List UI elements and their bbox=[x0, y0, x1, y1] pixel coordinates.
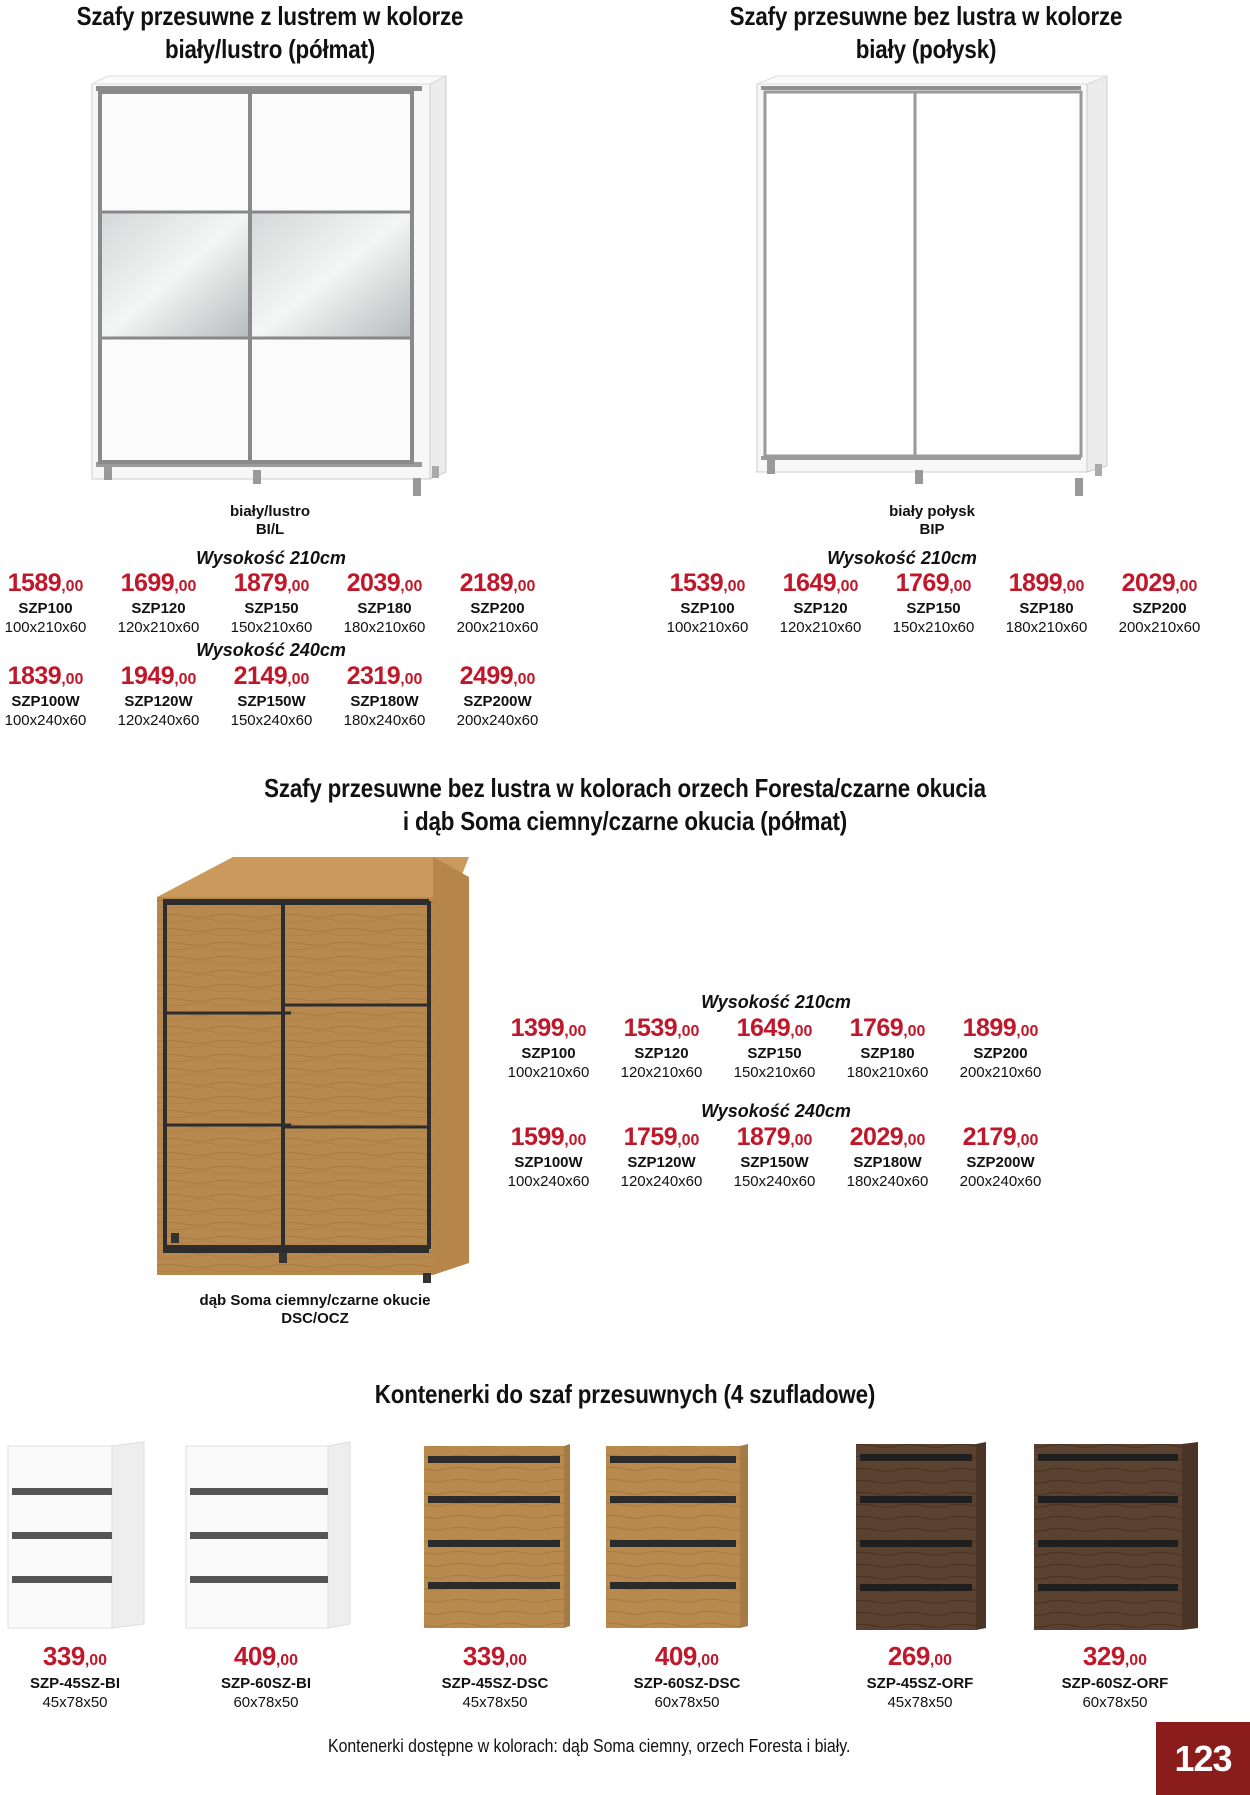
gloss-wardrobes-title bbox=[711, 0, 1141, 66]
price: 339,00 bbox=[462, 1641, 528, 1671]
product-code: SZP150 bbox=[747, 1045, 802, 1062]
dimensions: 180x210x60 bbox=[1005, 619, 1088, 636]
price: 1399,00 bbox=[510, 1014, 587, 1042]
dimensions: 120x210x60 bbox=[779, 619, 862, 636]
chest-white-60 bbox=[186, 1442, 350, 1628]
chest-oak-45 bbox=[424, 1444, 570, 1628]
product-code: SZP200 bbox=[470, 600, 525, 617]
price: 1839,00 bbox=[7, 662, 84, 690]
dimensions: 45x78x50 bbox=[42, 1694, 108, 1711]
price: 2189,00 bbox=[459, 569, 536, 597]
price: 2319,00 bbox=[346, 662, 423, 690]
price-item bbox=[718, 1124, 831, 1191]
price: 1769,00 bbox=[849, 1014, 926, 1042]
product-code: SZP200W bbox=[463, 693, 532, 710]
title-line: i dąb Soma ciemny/czarne okucia (półmat) bbox=[402, 806, 848, 836]
price: 1589,00 bbox=[7, 569, 84, 597]
dimensions: 150x210x60 bbox=[733, 1064, 816, 1081]
product-code: SZP200 bbox=[1132, 600, 1187, 617]
wood-color-caption bbox=[165, 1292, 465, 1328]
product-code: SZP150 bbox=[906, 600, 961, 617]
page-number: 123 bbox=[1156, 1722, 1250, 1795]
product-code: SZP100 bbox=[680, 600, 735, 617]
color-code: BI/L bbox=[255, 521, 285, 538]
price-item bbox=[1103, 570, 1216, 637]
price-item bbox=[492, 1124, 605, 1191]
wood-height-210-label: Wysokość 210cm bbox=[701, 992, 851, 1012]
price: 329,00 bbox=[1082, 1641, 1148, 1671]
product-code: SZP120 bbox=[131, 600, 186, 617]
dimensions: 180x210x60 bbox=[846, 1064, 929, 1081]
dimensions: 60x78x50 bbox=[233, 1694, 299, 1711]
dimensions: 100x210x60 bbox=[666, 619, 749, 636]
price-item bbox=[102, 570, 215, 637]
product-code: SZP120 bbox=[793, 600, 848, 617]
gloss-color-caption bbox=[832, 503, 1032, 539]
dimensions: 150x240x60 bbox=[230, 712, 313, 729]
mirror-height-210-label: Wysokość 210cm bbox=[196, 548, 346, 568]
dimensions: 100x210x60 bbox=[4, 619, 87, 636]
dimensions: 180x240x60 bbox=[343, 712, 426, 729]
dimensions: 150x210x60 bbox=[892, 619, 975, 636]
product-code: SZP-60SZ-DSC bbox=[633, 1675, 741, 1692]
product-code: SZP100W bbox=[514, 1154, 583, 1171]
price: 2149,00 bbox=[233, 662, 310, 690]
price: 2029,00 bbox=[1121, 569, 1198, 597]
dimensions: 200x210x60 bbox=[1118, 619, 1201, 636]
product-code: SZP-45SZ-BI bbox=[29, 1675, 120, 1692]
title-line: Szafy przesuwne bez lustra w kolorze bbox=[729, 1, 1123, 31]
price-item bbox=[764, 570, 877, 637]
product-code: SZP200W bbox=[966, 1154, 1035, 1171]
chest-price-item bbox=[0, 1642, 170, 1712]
price-item bbox=[328, 663, 441, 730]
product-code: SZP120W bbox=[627, 1154, 696, 1171]
chest-price-item bbox=[592, 1642, 782, 1712]
product-code: SZP150W bbox=[740, 1154, 809, 1171]
dimensions: 60x78x50 bbox=[654, 1694, 720, 1711]
mirror-wardrobes-title bbox=[55, 0, 485, 66]
chest-walnut-60 bbox=[1034, 1442, 1198, 1630]
product-code: SZP100 bbox=[18, 600, 73, 617]
price: 269,00 bbox=[887, 1641, 953, 1671]
chest-white-45 bbox=[8, 1442, 144, 1628]
product-code: SZP-60SZ-ORF bbox=[1061, 1675, 1169, 1692]
price: 409,00 bbox=[233, 1641, 299, 1671]
gloss-wardrobe-image bbox=[755, 74, 1115, 504]
price-item bbox=[102, 663, 215, 730]
wood-210-price-grid bbox=[492, 1015, 1057, 1082]
price: 1649,00 bbox=[736, 1014, 813, 1042]
price-item bbox=[441, 570, 554, 637]
dimensions: 200x240x60 bbox=[456, 712, 539, 729]
chests-title: Kontenerki do szaf przesuwnych (4 szufladowe) bbox=[374, 1379, 876, 1409]
price-item bbox=[215, 663, 328, 730]
price-item bbox=[492, 1015, 605, 1082]
price: 1949,00 bbox=[120, 662, 197, 690]
price: 1759,00 bbox=[623, 1123, 700, 1151]
wood-height-240-label: Wysokość 240cm bbox=[701, 1101, 851, 1121]
chests-image-strip bbox=[0, 1440, 1250, 1640]
price: 2179,00 bbox=[962, 1123, 1039, 1151]
dimensions: 200x210x60 bbox=[456, 619, 539, 636]
color-name: biały połysk bbox=[889, 503, 975, 520]
price-item bbox=[441, 663, 554, 730]
product-code: SZP150W bbox=[237, 693, 306, 710]
price: 1879,00 bbox=[233, 569, 310, 597]
chest-oak-60 bbox=[606, 1444, 748, 1628]
color-name: dąb Soma ciemny/czarne okucie bbox=[199, 1292, 431, 1309]
color-code: BIP bbox=[919, 521, 945, 538]
price: 1769,00 bbox=[895, 569, 972, 597]
color-code: DSC/OCZ bbox=[281, 1310, 349, 1327]
chest-walnut-45 bbox=[856, 1442, 986, 1630]
dimensions: 120x210x60 bbox=[620, 1064, 703, 1081]
price-item bbox=[944, 1124, 1057, 1191]
price: 409,00 bbox=[654, 1641, 720, 1671]
price-item bbox=[651, 570, 764, 637]
dimensions: 45x78x50 bbox=[462, 1694, 528, 1711]
mirror-210-price-grid bbox=[0, 570, 554, 637]
product-code: SZP180 bbox=[860, 1045, 915, 1062]
product-code: SZP150 bbox=[244, 600, 299, 617]
product-code: SZP180W bbox=[853, 1154, 922, 1171]
price: 1539,00 bbox=[623, 1014, 700, 1042]
mirror-240-price-grid bbox=[0, 663, 554, 730]
price: 1899,00 bbox=[962, 1014, 1039, 1042]
dimensions: 200x210x60 bbox=[959, 1064, 1042, 1081]
color-name: biały/lustro bbox=[229, 503, 311, 520]
price-item bbox=[328, 570, 441, 637]
dimensions: 120x240x60 bbox=[117, 712, 200, 729]
chest-price-item bbox=[825, 1642, 1015, 1712]
product-code: SZP100 bbox=[521, 1045, 576, 1062]
dimensions: 120x210x60 bbox=[117, 619, 200, 636]
price-item bbox=[944, 1015, 1057, 1082]
title-line: biały/lustro (półmat) bbox=[164, 34, 376, 64]
dimensions: 100x240x60 bbox=[507, 1173, 590, 1190]
product-code: SZP200 bbox=[973, 1045, 1028, 1062]
price: 1879,00 bbox=[736, 1123, 813, 1151]
gloss-height-210-label: Wysokość 210cm bbox=[827, 548, 977, 568]
price-item bbox=[831, 1124, 944, 1191]
price: 1699,00 bbox=[120, 569, 197, 597]
price-item bbox=[0, 570, 102, 637]
price: 2029,00 bbox=[849, 1123, 926, 1151]
dimensions: 200x240x60 bbox=[959, 1173, 1042, 1190]
dimensions: 180x210x60 bbox=[343, 619, 426, 636]
dimensions: 150x210x60 bbox=[230, 619, 313, 636]
dimensions: 60x78x50 bbox=[1082, 1694, 1148, 1711]
wood-wardrobes-title bbox=[195, 772, 1055, 838]
product-code: SZP180 bbox=[357, 600, 412, 617]
chest-price-item bbox=[171, 1642, 361, 1712]
chest-price-item bbox=[400, 1642, 590, 1712]
mirror-color-caption bbox=[170, 503, 370, 539]
price: 1649,00 bbox=[782, 569, 859, 597]
gloss-210-price-grid bbox=[651, 570, 1216, 637]
product-code: SZP180 bbox=[1019, 600, 1074, 617]
price-item bbox=[831, 1015, 944, 1082]
price-item bbox=[605, 1124, 718, 1191]
wood-240-price-grid bbox=[492, 1124, 1057, 1191]
dimensions: 180x240x60 bbox=[846, 1173, 929, 1190]
title-line: Szafy przesuwne z lustrem w kolorze bbox=[76, 1, 464, 31]
title-line: Szafy przesuwne bez lustra w kolorach orzech Foresta/czarne okucia bbox=[264, 773, 986, 803]
product-code: SZP100W bbox=[11, 693, 80, 710]
price: 339,00 bbox=[42, 1641, 108, 1671]
price-item bbox=[877, 570, 990, 637]
product-code: SZP180W bbox=[350, 693, 419, 710]
product-code: SZP120W bbox=[124, 693, 193, 710]
price: 1599,00 bbox=[510, 1123, 587, 1151]
chest-price-item bbox=[1020, 1642, 1210, 1712]
mirror-wardrobe-image bbox=[90, 74, 450, 504]
product-code: SZP-45SZ-DSC bbox=[441, 1675, 549, 1692]
price: 2499,00 bbox=[459, 662, 536, 690]
product-code: SZP120 bbox=[634, 1045, 689, 1062]
dimensions: 100x240x60 bbox=[4, 712, 87, 729]
price-item bbox=[718, 1015, 831, 1082]
price-item bbox=[215, 570, 328, 637]
price-item bbox=[605, 1015, 718, 1082]
price: 1539,00 bbox=[669, 569, 746, 597]
mirror-height-240-label: Wysokość 240cm bbox=[196, 640, 346, 660]
price: 1899,00 bbox=[1008, 569, 1085, 597]
dimensions: 120x240x60 bbox=[620, 1173, 703, 1190]
dimensions: 100x210x60 bbox=[507, 1064, 590, 1081]
price-item bbox=[0, 663, 102, 730]
product-code: SZP-60SZ-BI bbox=[220, 1675, 311, 1692]
dimensions: 150x240x60 bbox=[733, 1173, 816, 1190]
dimensions: 45x78x50 bbox=[887, 1694, 953, 1711]
title-line: biały (połysk) bbox=[855, 34, 997, 64]
wood-wardrobe-image bbox=[155, 855, 475, 1285]
product-code: SZP-45SZ-ORF bbox=[866, 1675, 974, 1692]
chests-colors-note: Kontenerki dostępne w kolorach: dąb Soma ciemny, orzech Foresta i biały. bbox=[328, 1736, 851, 1756]
price-item bbox=[990, 570, 1103, 637]
price: 2039,00 bbox=[346, 569, 423, 597]
